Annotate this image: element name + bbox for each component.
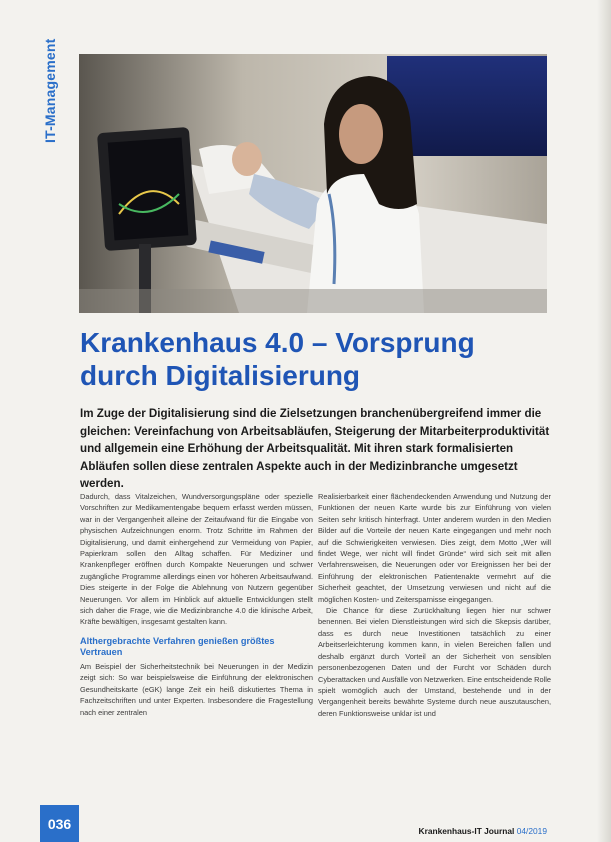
journal-footer xyxy=(419,826,547,836)
article-headline: Krankenhaus 4.0 – Vorsprung durch Digitalisierung xyxy=(80,327,475,391)
article-intro: Im Zuge der Digitalisierung sind die Zielsetzungen branchenübergreifend immer die gleichen: Vereinfachung von Arbeitsabläufen, Steigerung der Mitarbeiterproduktivität und allgemein eine Erhöhung der Arbeitsqualität. Mit ihren stark formalisierten Abläufen sollen diese zentralen Aspekte auch in der Medizinbranche umgesetzt werden. xyxy=(80,407,550,491)
journal-name: Krankenhaus-IT Journal xyxy=(418,826,515,836)
body-paragraph: Dadurch, dass Vitalzeichen, Wundversorgungspläne oder spezielle Vorschriften zur Medikamentengabe bequem erfasst werden müssen, war in der Vergangenheit alleine der Zeitaufwand für die Eingabe von physischen Aufzeichnungen enorm. Trotz Schritte im Rahmen der Digitalisierung, und damit einhergehend zur Vermeidung von Papier, Papierkram sollen den Alltag schaffen. Für Mediziner und Krankenpfleger eröffnen durch Kompakte Neuerungen und schwer zugängliche Programme allerdings einen vor höheren Arbeitsaufwand. Dies steigerte in der Folge die Ablehnung von Nutzern gegenüber Neuerungen. Vor allem im Hinblick auf aktuelle Entwicklungen stellt sich daher die Frage, wie die Medizinbranche 4.0 die klinische Arbeit, Kräfte bewältigen, insgesamt gestalten kann. xyxy=(80,492,313,627)
article-column-right xyxy=(318,491,551,719)
body-paragraph: Die Chance für diese Zurückhaltung liegen hier nur schwer benennen. Bei vielen Dienstleistungen wird sich die Skepsis darüber, dass es durch neue Investitionen tatsächlich zu einer Arbeitserleichterung kommen kann, in vielen Bereichen fallen und deshalb ergänzt durch Vorteil an der Sicherheit von sensiblen personenbezogenen Daten und der Furcht vor Schäden durch Cyberattacken und Ausfälle von Netzwerken. Eine entscheidende Rolle spielt womöglich auch der Umstand, bestehende und in der Vergangenheit bereits bewährte Systeme durch neue auszutauschen, deren Funktionsweise unklar ist und xyxy=(318,606,551,718)
page-number: 036 xyxy=(40,805,79,842)
page-fold-shadow xyxy=(597,0,611,842)
body-paragraph: Am Beispiel der Sicherheitstechnik bei Neuerungen in der Medizin zeigt sich: So war beispielsweise die Einführung der elektronischen Gesundheitskarte (eGK) lange Zeit ein heiß diskutiertes Thema in Fachzeitschriften und unter Experten. Insbesondere die Fragestellung nach einer zentralen xyxy=(80,661,313,717)
journal-issue: 04/2019 xyxy=(516,826,547,836)
section-label: IT-Management xyxy=(42,38,58,143)
article-column-left xyxy=(80,491,313,718)
hospital-scene-image xyxy=(79,54,547,313)
body-paragraph: Realisierbarkeit einer flächendeckenden Anwendung und Nutzung der Funktionen der neuen Karte wurde bis zur Einführung von vielen Seiten sehr kritisch hinterfragt. Unter anderem wurden in den Medien Bilder auf die Vorteile der neuen Karte eingegangen und mehr noch auf die Schwierigkeiten verwiesen. Dies zeigt, dem Motto „Wer will findet Wege, wer nicht will findet Gründe“ wird sich seit mit allen Verfahrensweisen, die Neuerungen oder vor Ereignissen her bei der Einführung der elektronischen Patientenakte vermehrt auf die Sicherheit geachtet, der Umsetzung verwiesen und nicht auf die möglichen Kosten- und Zeitersparnisse eingegangen. xyxy=(318,492,551,604)
article-subheading: Althergebrachte Verfahren genießen größtes Vertrauen xyxy=(80,635,275,657)
